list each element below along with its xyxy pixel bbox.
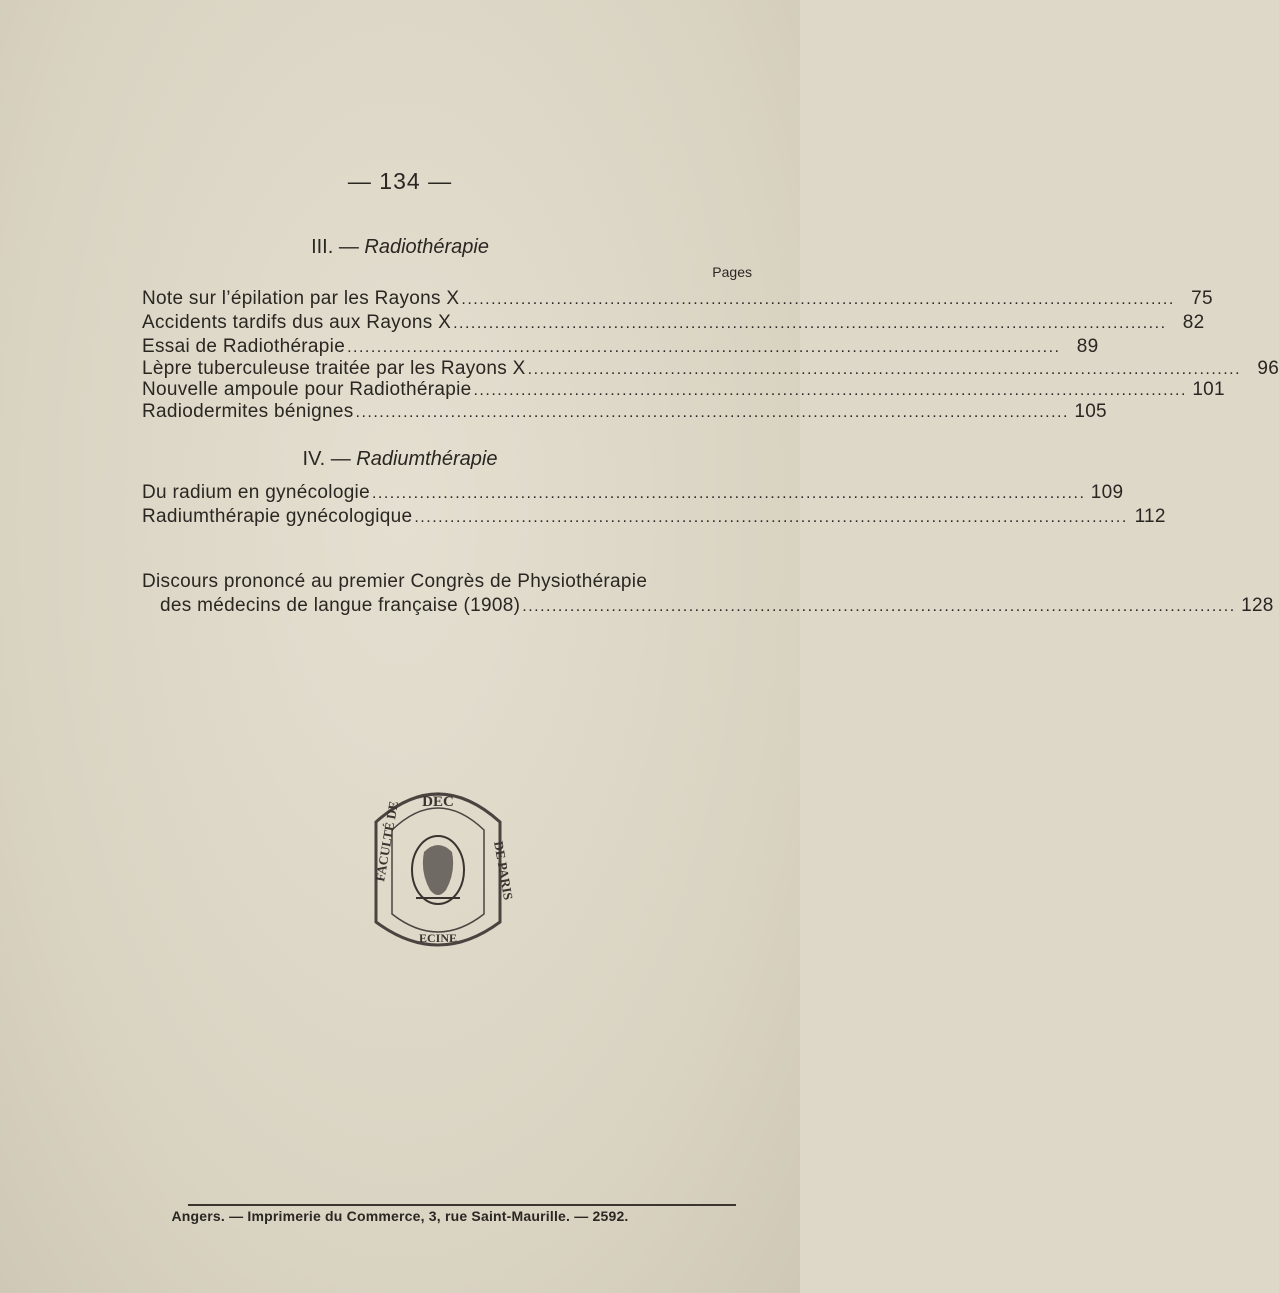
svg-text:DE PARIS: DE PARIS [491, 839, 517, 901]
toc-entry [142, 378, 1225, 402]
toc-entry [142, 505, 1166, 529]
svg-text:FACULTÉ DE: FACULTÉ DE [372, 799, 402, 883]
toc-entry-label: Lèpre tuberculeuse traitée par les Rayons X [142, 358, 526, 379]
footer-rule [188, 1204, 736, 1206]
toc-entry [142, 335, 1099, 359]
section-name: Radiumthérapie [356, 448, 498, 470]
toc-entry-label: Nouvelle ampoule pour Radiothérapie [142, 379, 472, 400]
toc-entry-page: 89 [1076, 336, 1099, 357]
toc-entry [142, 481, 1124, 505]
toc-entry [160, 594, 1274, 618]
section-heading-radiotherapie [0, 236, 800, 259]
toc-entry [142, 400, 1107, 424]
toc-entry-page: 112 [1134, 506, 1166, 527]
toc-entry-page: 82 [1182, 312, 1205, 333]
toc-entry-page: 128 [1241, 595, 1274, 616]
section-number: IV. — [302, 448, 357, 470]
toc-entry-page: 75 [1191, 288, 1213, 309]
svg-text:DÉC: DÉC [422, 794, 454, 810]
toc-entry-label: Du radium en gynécologie [142, 482, 370, 503]
toc-entry-label: Essai de Radiothérapie [142, 336, 346, 357]
toc-entry [142, 287, 1213, 311]
section-number: III. — [311, 236, 365, 258]
toc-entry-page: 96 [1257, 358, 1279, 379]
section-name: Radiothérapie [364, 236, 489, 258]
pages-column-header: Pages [712, 264, 752, 280]
discours-title-line: Discours prononcé au premier Congrès de Physiothérapie [142, 571, 648, 592]
toc-entry-label: Note sur l’épilation par les Rayons X [142, 288, 460, 309]
toc-entry-label: Accidents tardifs dus aux Rayons X [142, 312, 452, 333]
toc-entry-label: des médecins de langue française (1908) [160, 595, 521, 616]
toc-entry-page: 105 [1074, 401, 1107, 422]
toc-entry-page: 101 [1192, 379, 1225, 400]
printer-imprint: Angers. — Imprimerie du Commerce, 3, rue Saint-Maurille. — 2592. [171, 1208, 629, 1224]
toc-entry-label: Radiumthérapie gynécologique [142, 506, 413, 527]
toc-entry-page: 109 [1090, 482, 1124, 503]
toc-entry-label: Radiodermites bénignes [142, 401, 354, 422]
toc-entry [142, 311, 1205, 335]
section-heading-radiumtherapie [0, 448, 800, 471]
page-number: — 134 — [347, 168, 453, 194]
svg-text:ECINE: ECINE [418, 931, 458, 945]
library-stamp [368, 772, 517, 952]
